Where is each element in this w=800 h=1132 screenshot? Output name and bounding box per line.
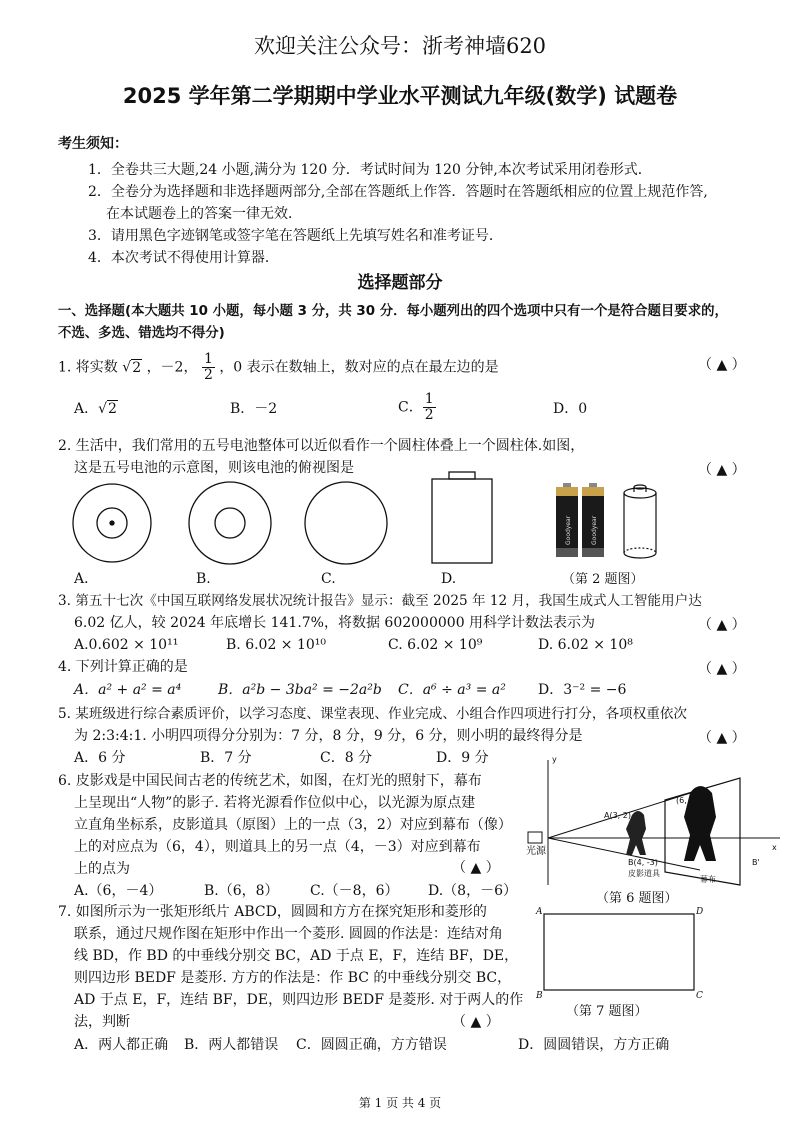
q1-prefix: 1. 将实数 <box>58 359 118 376</box>
q1-option-a: A．√2 <box>74 401 117 417</box>
q2-option-a: A． <box>74 571 99 587</box>
q3-option-c: C. 6.02 × 10⁹ <box>388 637 483 653</box>
notice-item: 4．本次考试不得使用计算器． <box>88 250 279 266</box>
q6-option-a: A.（6，－4） <box>74 883 163 899</box>
question-2-stem: 这是五号电池的示意图，则该电池的俯视图是 <box>74 460 354 476</box>
q6-option-c: C.（－8，6） <box>310 883 399 899</box>
question-3-stem: 3. 第五十七次《中国互联网络发展状况统计报告》显示：截至 2025 年 12 月，我国生成式人工智能用户达 <box>58 593 702 609</box>
answer-bracket: （ ▲ ） <box>698 730 746 746</box>
answer-bracket: （ ▲ ） <box>698 617 746 633</box>
frac-den: 2 <box>424 407 434 423</box>
point-a-image-label: (6, 4) <box>676 796 698 805</box>
frac-den: 2 <box>203 367 213 383</box>
part1-instructions: 一、选择题(本大题共 10 小题，每小题 3 分，共 30 分．每小题列出的四个选项中只有一个是符合题目要求的， <box>58 304 728 319</box>
question-6-stem: 立直角坐标系，皮影道具（原图）上的一点（3，2）对应到幕布（像） <box>74 817 512 833</box>
q3-option-b: B. 6.02 × 10¹⁰ <box>226 637 327 653</box>
q2-figure-caption: （第 2 题图） <box>562 572 644 587</box>
q2-option-d: D. <box>441 571 457 587</box>
question-6-stem: 6. 皮影戏是中国民间古老的传统艺术，如图，在灯光的照射下，幕布 <box>58 773 482 789</box>
notice-heading: 考生须知： <box>58 136 128 152</box>
vertex-c: C <box>696 991 703 1001</box>
question-7-stem: 联系，通过尺规作图在矩形中作出一个菱形. 圆圆的作法是：连结对角 <box>74 926 503 942</box>
question-6-stem: 上的对应点为（6，4），则道具上的另一点（4，－3）对应到幕布 <box>74 839 481 855</box>
page-header: 欢迎关注公众号：浙考神墙620 <box>253 34 547 58</box>
q6-figure-caption: （第 6 题图） <box>596 891 678 906</box>
part1-instructions: 不选、多选、错选均不得分) <box>58 326 225 341</box>
notice-item: 1．全卷共三大题,24 小题,满分为 120 分．考试时间为 120 分钟,本次考试采用闭卷形式． <box>88 162 652 178</box>
opt-label: A． <box>74 401 99 417</box>
q1-option-b: B．－2 <box>230 401 278 417</box>
q2-option-b: B. <box>196 571 211 587</box>
question-4-stem: 4. 下列计算正确的是 <box>58 659 188 675</box>
frac-num: 1 <box>203 351 213 367</box>
page-footer: 第 1 页 共 4 页 <box>358 1096 442 1110</box>
question-6-stem: 上的点为 <box>74 861 130 877</box>
question-2-stem: 2. 生活中，我们常用的五号电池整体可以近似看作一个圆柱体叠上一个圆柱体.如图， <box>58 438 585 454</box>
q4-option-d: D．3⁻² = −6 <box>538 682 627 698</box>
q1-suffix: ，0 表示在数轴上，数对应的点在最左边的是 <box>219 359 499 376</box>
answer-bracket: （ ▲ ） <box>452 1014 500 1030</box>
rectangle-abcd <box>544 914 694 990</box>
notice-item: 2．全卷分为选择题和非选择题两部分,全部在答题纸上作答．答题时在答题纸相应的位置上规范作答, <box>88 184 708 200</box>
light-source-label: 光源 <box>526 846 546 857</box>
exam-title: 2025 学年第二学期期中学业水平测试九年级(数学) 试题卷 <box>122 84 678 108</box>
question-7-stem: AD 于点 E，F，连结 BF，DE，则四边形 BEDF 是菱形. 对于两人的作 <box>74 992 524 1008</box>
battery-brand: Goodyear <box>565 515 572 545</box>
q7-option-d: D．圆圆错误，方方正确 <box>518 1037 670 1053</box>
question-6-stem: 上呈现出“人物”的影子. 若将光源看作位似中心，以光源为原点建 <box>74 795 476 811</box>
question-7-stem: 线 BD，作 BD 的中垂线分别交 BC，AD 于点 E，F，连结 BF，DE， <box>74 948 519 964</box>
q7-option-c: C．圆圆正确，方方错误 <box>296 1037 447 1053</box>
point-b-label: B(4, -3) <box>628 858 658 867</box>
q7-option-a: A．两人都正确 <box>74 1037 169 1053</box>
notice-item: 在本试题卷上的答案一律无效． <box>106 206 302 222</box>
answer-bracket: （ ▲ ） <box>698 661 746 677</box>
sqrt-arg: 2 <box>108 401 117 417</box>
q5-option-d: D．9 分 <box>436 750 489 766</box>
answer-bracket: （ ▲ ） <box>698 462 746 478</box>
sqrt-arg: 2 <box>132 359 142 376</box>
vertex-d: D <box>696 907 704 917</box>
y-label: y <box>552 755 557 764</box>
sqrt: √2 <box>122 359 142 376</box>
prop-label: 皮影道具 <box>628 869 660 878</box>
question-7-stem: 7. 如图所示为一张矩形纸片 ABCD，圆圆和方方在探究矩形和菱形的 <box>58 904 487 920</box>
question-3-stem: 6.02 亿人，较 2024 年底增长 141.7%，将数据 602000000 用科学计数法表示为 <box>74 615 596 631</box>
q2-option-c: C. <box>321 571 336 587</box>
q3-option-d: D. 6.02 × 10⁸ <box>538 637 633 653</box>
q7-figure-caption: （第 7 题图） <box>566 1004 648 1019</box>
question-5-stem: 5. 某班级进行综合素质评价，以学习态度、课堂表现、作业完成、小组合作四项进行打分，各项权重依次 <box>58 706 688 722</box>
frac-num: 1 <box>424 391 434 407</box>
q4-option-c: C．a⁶ ÷ a³ = a² <box>398 682 506 698</box>
point-a-label: A(3, 2) <box>604 811 631 820</box>
q1-mid: ，－2， <box>146 359 198 376</box>
q4-option-a: A．a² + a² = a⁴ <box>74 682 182 698</box>
point-b-image-label: B' <box>752 858 760 867</box>
question-7-stem: 法，判断 <box>74 1014 130 1030</box>
q5-option-b: B．7 分 <box>200 750 252 766</box>
section-title: 选择题部分 <box>357 273 443 293</box>
q5-option-a: A．6 分 <box>74 750 126 766</box>
battery-brand: Goodyear <box>591 515 598 545</box>
q5-option-c: C．8 分 <box>320 750 373 766</box>
notice-item: 3．请用黑色字迹钢笔或签字笔在答题纸上先填写姓名和准考证号． <box>88 228 503 244</box>
screen-label: 幕布 <box>700 875 716 884</box>
vertex-b: B <box>536 991 543 1001</box>
opt-label: C． <box>398 399 423 416</box>
answer-bracket: （ ▲ ） <box>452 860 500 876</box>
question-7-stem: 则四边形 BEDF 是菱形. 方方的作法是：作 BC 的中垂线分别交 BC， <box>74 970 512 986</box>
answer-bracket: （ ▲ ） <box>698 357 746 373</box>
q1-option-d: D．0 <box>553 401 588 417</box>
q6-option-d: D.（8，－6） <box>428 883 517 899</box>
q6-option-b: B.（6，8） <box>204 883 279 899</box>
q3-option-a: A.0.602 × 10¹¹ <box>74 637 179 653</box>
question-5-stem: 为 2:3:4:1. 小明四项得分分别为：7 分，8 分，9 分，6 分，则小明的最终得分是 <box>74 728 583 744</box>
vertex-a: A <box>536 907 543 917</box>
x-label: x <box>772 843 777 852</box>
q4-option-b: B．a²b − 3ba² = −2a²b <box>218 682 382 698</box>
q7-option-b: B．两人都错误 <box>184 1037 279 1053</box>
